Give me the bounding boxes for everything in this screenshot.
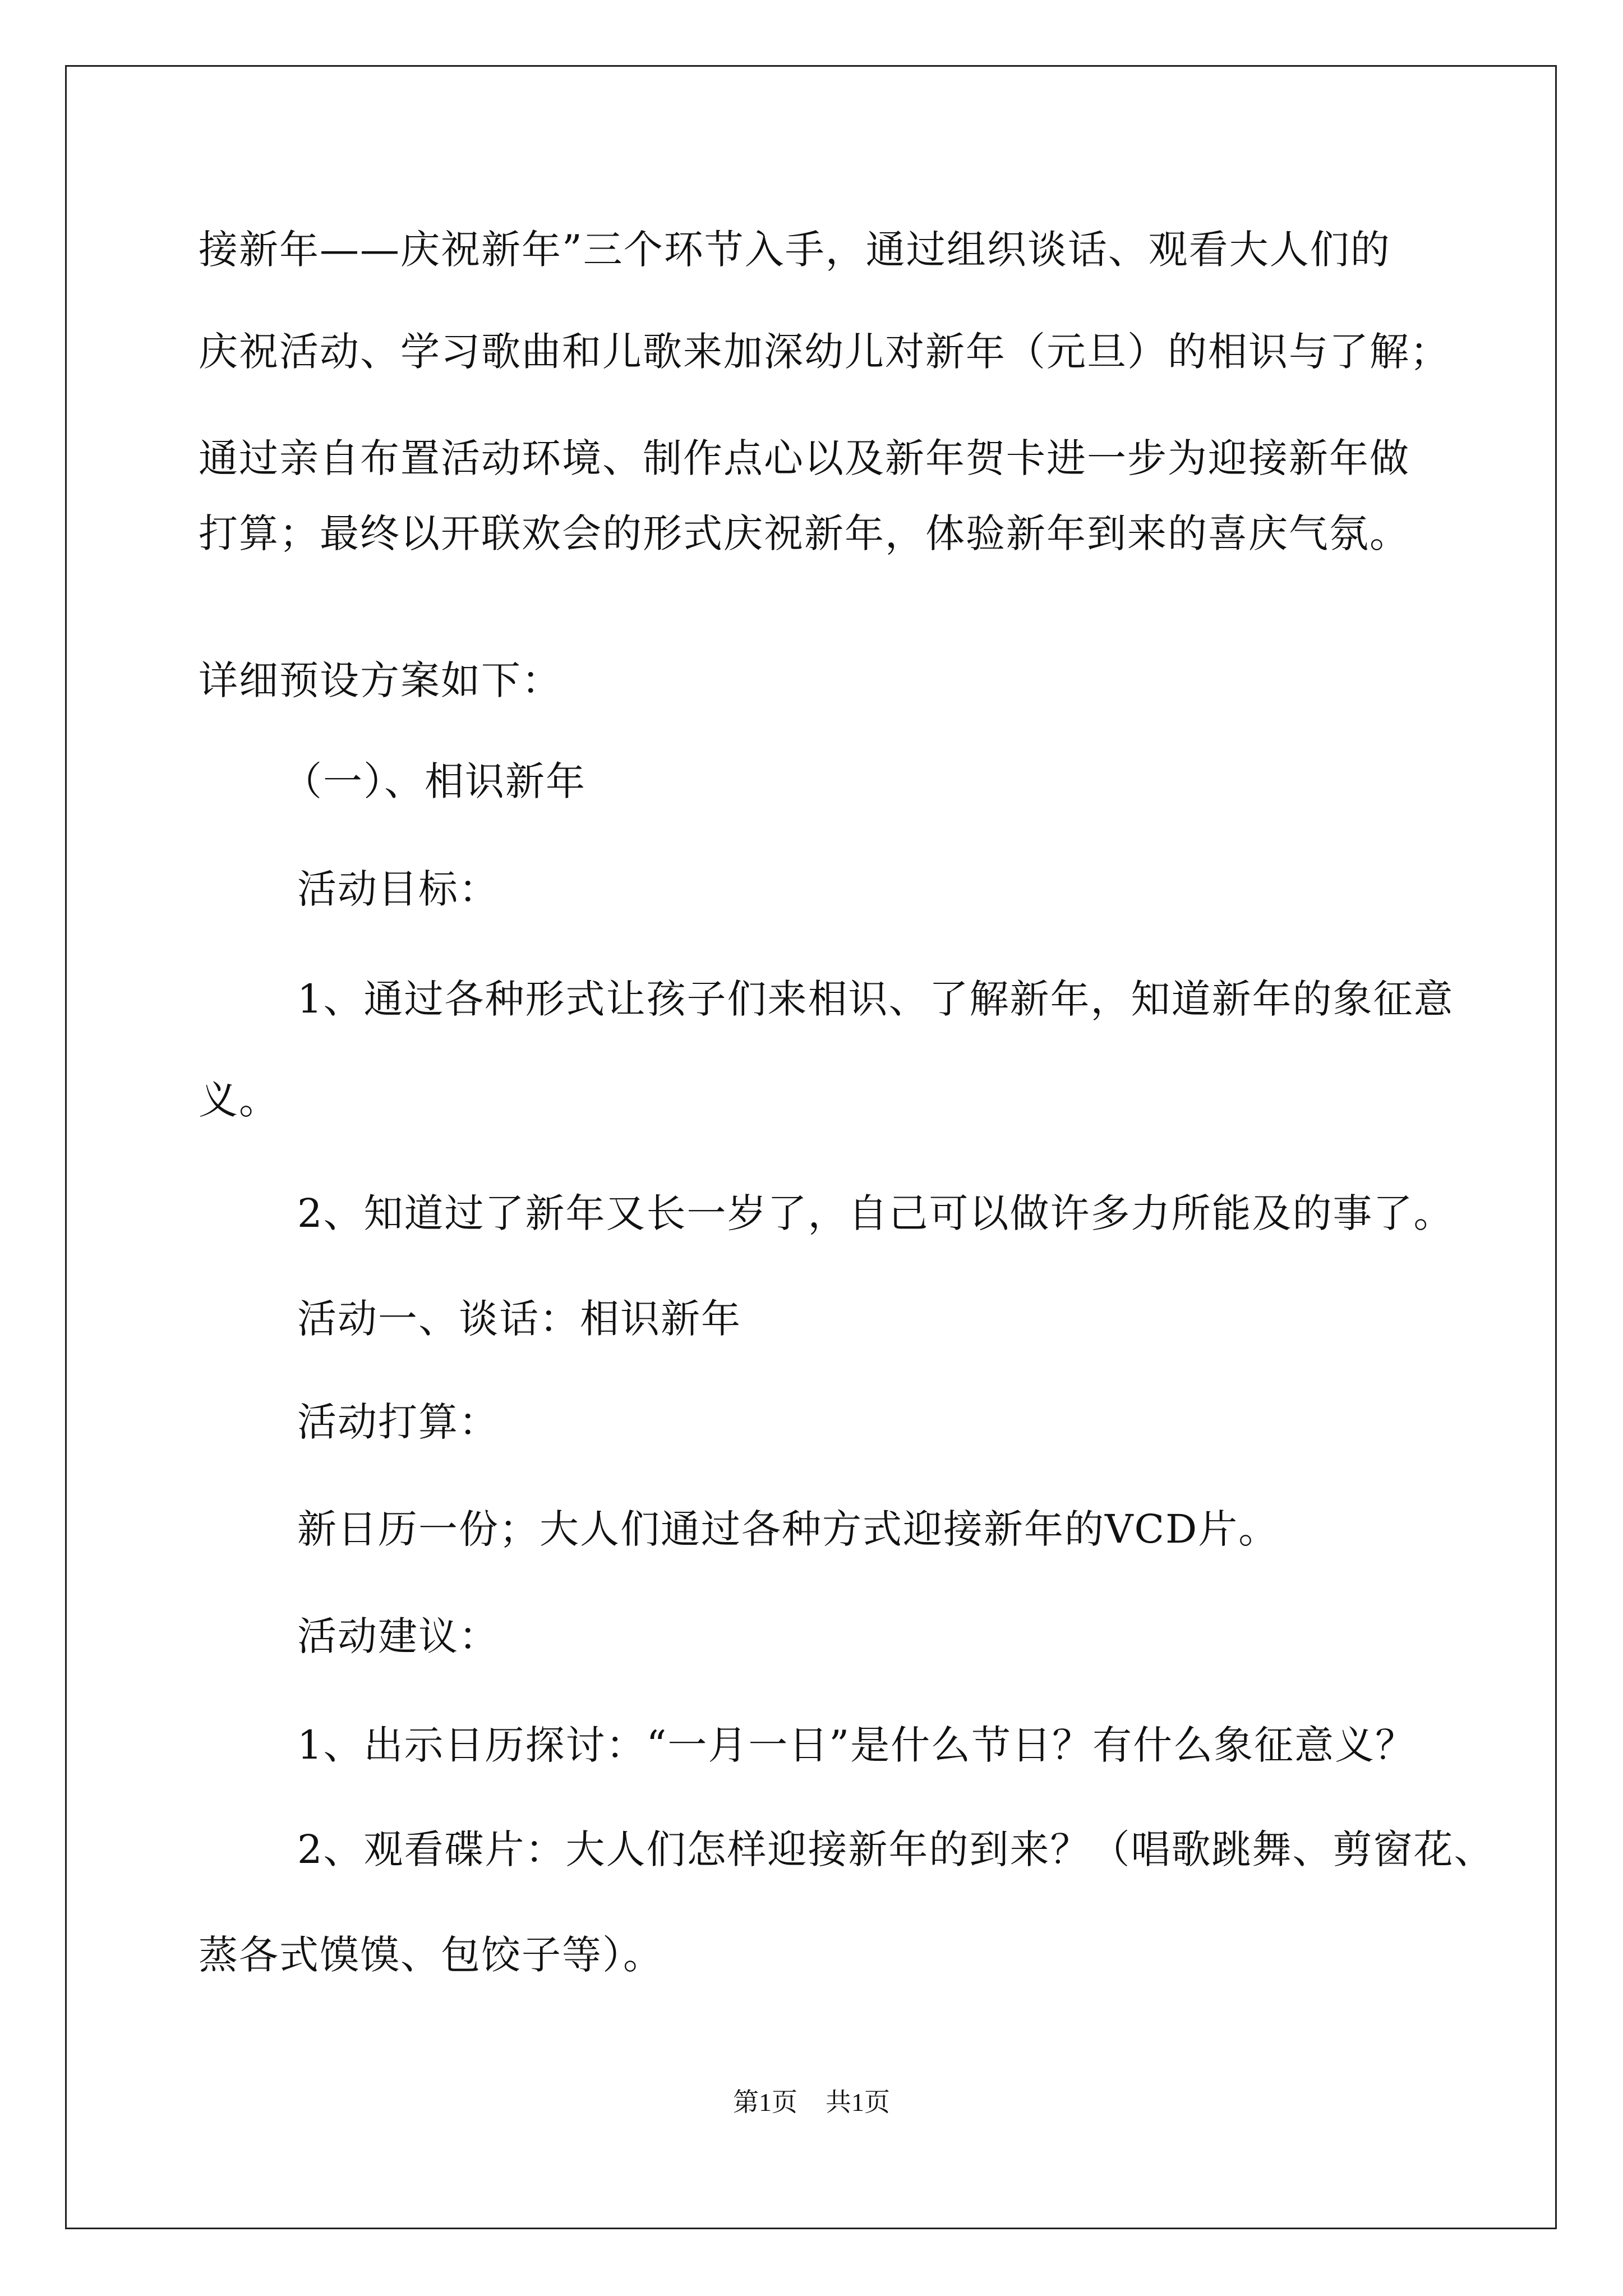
paragraph-line-1: 接新年——庆祝新年”三个环节入手，通过组织谈话、观看大人们的: [199, 227, 1391, 273]
suggest-item-2-line-2: 蒸各式馍馍、包饺子等）。: [199, 1932, 663, 1978]
goal-label: 活动目标：: [297, 866, 499, 912]
goal-item-1-line-2: 义。: [199, 1077, 279, 1123]
paragraph-line-5: 详细预设方案如下：: [199, 657, 562, 703]
paragraph-line-2: 庆祝活动、学习歌曲和儿歌来加深幼儿对新年（元旦）的相识与了解；: [199, 329, 1450, 375]
paragraph-line-3: 通过亲自布置活动环境、制作点心以及新年贺卡进一步为迎接新年做: [199, 435, 1410, 481]
page-footer: [0, 2086, 1623, 2119]
page-number-total: 共1页: [826, 2088, 890, 2116]
goal-item-2: 2、知道过了新年又长一岁了，自己可以做许多力所能及的事了。: [297, 1190, 1454, 1236]
section-heading: （一）、相识新年: [283, 758, 586, 804]
prep-label: 活动打算：: [297, 1399, 499, 1445]
suggest-item-2-line-1: 2、观看碟片：大人们怎样迎接新年的到来？（唱歌跳舞、剪窗花、: [297, 1826, 1495, 1872]
suggest-label: 活动建议：: [297, 1613, 499, 1659]
suggest-item-1: 1、出示日历探讨：“一月一日”是什么节日？有什么象征意义？: [297, 1722, 1416, 1768]
page-number-current: 第1页: [733, 2088, 797, 2116]
paragraph-line-4: 打算；最终以开联欢会的形式庆祝新年，体验新年到来的喜庆气氛。: [199, 510, 1410, 556]
goal-item-1-line-1: 1、通过各种形式让孩子们来相识、了解新年，知道新年的象征意: [297, 976, 1454, 1022]
prep-text: 新日历一份；大人们通过各种方式迎接新年的VCD片。: [297, 1506, 1279, 1552]
activity-title: 活动一、谈话：相识新年: [297, 1296, 741, 1342]
page-border: [65, 65, 1557, 2229]
